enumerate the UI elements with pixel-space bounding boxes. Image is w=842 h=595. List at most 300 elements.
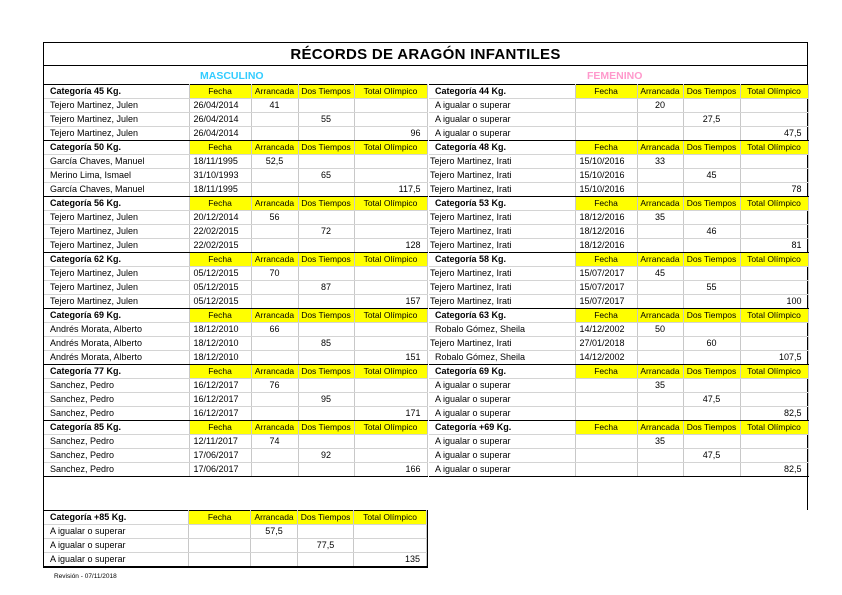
column-header: Fecha (575, 365, 637, 379)
arrancada-value (251, 239, 298, 253)
table-row (44, 281, 427, 295)
athlete-name: Tejero Martinez, Julen (44, 211, 189, 225)
column-header: Total Olímpico (740, 421, 808, 435)
total-value (354, 393, 427, 407)
arrancada-value: 56 (251, 211, 298, 225)
athlete-name: Merino Lima, Ismael (44, 169, 189, 183)
athlete-name: Tejero Martinez, Irati (429, 183, 575, 197)
column-header: Total Olímpico (354, 309, 427, 323)
arrancada-value (637, 113, 683, 127)
table-row (44, 267, 427, 281)
total-value: 96 (354, 127, 427, 141)
athlete-name: A igualar o superar (429, 113, 575, 127)
dos-tiempos-value (683, 127, 740, 141)
column-header: Fecha (189, 85, 251, 99)
arrancada-value (637, 337, 683, 351)
total-value (354, 211, 427, 225)
total-value (740, 267, 808, 281)
athlete-name: Tejero Martinez, Julen (44, 267, 189, 281)
arrancada-value (637, 239, 683, 253)
total-value (354, 113, 427, 127)
total-value (354, 99, 427, 113)
arrancada-value (637, 393, 683, 407)
column-header: Dos Tiempos (298, 365, 354, 379)
table-row (44, 155, 427, 169)
column-header: Total Olímpico (354, 253, 427, 267)
dos-tiempos-value (683, 99, 740, 113)
table-row (44, 99, 427, 113)
athlete-name: Tejero Martinez, Julen (44, 225, 189, 239)
total-value: 100 (740, 295, 808, 309)
arrancada-value: 76 (251, 379, 298, 393)
category-header-row (44, 511, 427, 525)
dos-tiempos-value (683, 183, 740, 197)
total-value (740, 211, 808, 225)
column-header: Fecha (575, 421, 637, 435)
total-value: 78 (740, 183, 808, 197)
total-value (354, 169, 427, 183)
total-value (740, 99, 808, 113)
dos-tiempos-value (298, 239, 354, 253)
total-value: 117,5 (354, 183, 427, 197)
athlete-name: Sanchez, Pedro (44, 463, 189, 477)
total-value (354, 225, 427, 239)
column-header: Dos Tiempos (683, 141, 740, 155)
total-value (740, 337, 808, 351)
athlete-name: Tejero Martinez, Julen (44, 113, 189, 127)
dos-tiempos-value (683, 379, 740, 393)
record-date (575, 393, 637, 407)
column-header: Fecha (189, 197, 251, 211)
category-name: Categoría 53 Kg. (429, 197, 575, 211)
total-value: 82,5 (740, 407, 808, 421)
arrancada-value: 45 (637, 267, 683, 281)
dos-tiempos-value (298, 99, 354, 113)
total-value: 47,5 (740, 127, 808, 141)
dos-tiempos-value: 47,5 (683, 393, 740, 407)
table-row (429, 183, 808, 197)
dos-tiempos-value: 45 (683, 169, 740, 183)
arrancada-value (637, 351, 683, 365)
arrancada-value (637, 295, 683, 309)
column-header: Arrancada (251, 253, 298, 267)
athlete-name: Tejero Martinez, Irati (429, 239, 575, 253)
category-name: Categoría 58 Kg. (429, 253, 575, 267)
dos-tiempos-value (298, 553, 354, 567)
record-date: 14/12/2002 (575, 351, 637, 365)
table-row (429, 323, 808, 337)
arrancada-value (251, 351, 298, 365)
category-header-row (429, 253, 808, 267)
column-header: Fecha (189, 309, 251, 323)
table-row (429, 379, 808, 393)
total-value (740, 155, 808, 169)
dos-tiempos-value: 60 (683, 337, 740, 351)
arrancada-value (637, 183, 683, 197)
total-value: 128 (354, 239, 427, 253)
athlete-name: A igualar o superar (44, 539, 189, 553)
category-name: Categoría 69 Kg. (44, 309, 189, 323)
record-date (189, 553, 251, 567)
column-header: Dos Tiempos (298, 85, 354, 99)
dos-tiempos-value: 55 (683, 281, 740, 295)
total-value (740, 379, 808, 393)
category-name: Categoría 44 Kg. (429, 85, 575, 99)
arrancada-value (637, 281, 683, 295)
arrancada-value (251, 127, 298, 141)
column-header: Fecha (189, 511, 251, 525)
dos-tiempos-value (683, 155, 740, 169)
table-row (44, 463, 427, 477)
dos-tiempos-value (683, 463, 740, 477)
arrancada-value (251, 449, 298, 463)
record-date: 15/10/2016 (575, 169, 637, 183)
revision-note: Revisión - 07/11/2018 (54, 573, 117, 580)
table-row (44, 295, 427, 309)
dos-tiempos-value (298, 295, 354, 309)
record-date: 26/04/2014 (189, 99, 251, 113)
total-value: 171 (354, 407, 427, 421)
column-header: Arrancada (637, 365, 683, 379)
table-row (44, 183, 427, 197)
athlete-name: García Chaves, Manuel (44, 155, 189, 169)
category-name: Categoría 77 Kg. (44, 365, 189, 379)
dos-tiempos-value (298, 407, 354, 421)
column-header: Dos Tiempos (683, 253, 740, 267)
arrancada-value (637, 449, 683, 463)
category-header-row (429, 197, 808, 211)
column-header: Arrancada (637, 253, 683, 267)
column-header: Fecha (189, 141, 251, 155)
arrancada-value (251, 463, 298, 477)
arrancada-value (251, 183, 298, 197)
athlete-name: Tejero Martinez, Irati (429, 337, 575, 351)
column-header: Dos Tiempos (298, 141, 354, 155)
column-header: Total Olímpico (740, 85, 808, 99)
column-header: Total Olímpico (740, 197, 808, 211)
dos-tiempos-value (298, 525, 354, 539)
record-date: 18/12/2016 (575, 211, 637, 225)
table-row (44, 553, 427, 567)
dos-tiempos-value: 47,5 (683, 449, 740, 463)
record-date: 15/07/2017 (575, 295, 637, 309)
total-value (354, 323, 427, 337)
dos-tiempos-value (683, 211, 740, 225)
arrancada-value (637, 407, 683, 421)
record-date: 22/02/2015 (189, 225, 251, 239)
record-date: 14/12/2002 (575, 323, 637, 337)
table-row (429, 267, 808, 281)
masculino-table-plus85 (44, 510, 427, 567)
dos-tiempos-value: 72 (298, 225, 354, 239)
category-header-row (429, 141, 808, 155)
record-date (575, 435, 637, 449)
category-header-row (44, 197, 427, 211)
table-row (44, 211, 427, 225)
arrancada-value (251, 337, 298, 351)
table-row (429, 407, 808, 421)
total-value (354, 379, 427, 393)
column-header: Fecha (189, 421, 251, 435)
arrancada-value: 52,5 (251, 155, 298, 169)
column-header: Dos Tiempos (298, 253, 354, 267)
category-name: Categoría 85 Kg. (44, 421, 189, 435)
total-value: 82,5 (740, 463, 808, 477)
total-value (354, 155, 427, 169)
record-date: 16/12/2017 (189, 393, 251, 407)
total-value (740, 393, 808, 407)
column-header: Fecha (575, 253, 637, 267)
column-header: Dos Tiempos (298, 421, 354, 435)
total-value (354, 539, 427, 553)
table-row (44, 393, 427, 407)
arrancada-value: 66 (251, 323, 298, 337)
total-value: 135 (354, 553, 427, 567)
dos-tiempos-value: 95 (298, 393, 354, 407)
record-date: 18/12/2010 (189, 337, 251, 351)
column-header: Fecha (189, 365, 251, 379)
masculino-table (44, 84, 428, 477)
table-row (429, 463, 808, 477)
column-header: Total Olímpico (740, 365, 808, 379)
athlete-name: A igualar o superar (429, 127, 575, 141)
record-date: 16/12/2017 (189, 379, 251, 393)
athlete-name: Robalo Gómez, Sheila (429, 351, 575, 365)
record-date: 22/02/2015 (189, 239, 251, 253)
athlete-name: Tejero Martinez, Irati (429, 169, 575, 183)
column-header: Arrancada (251, 197, 298, 211)
athlete-name: A igualar o superar (429, 393, 575, 407)
column-header: Total Olímpico (740, 141, 808, 155)
athlete-name: A igualar o superar (429, 407, 575, 421)
total-value (354, 525, 427, 539)
athlete-name: A igualar o superar (429, 379, 575, 393)
dos-tiempos-value (298, 379, 354, 393)
table-row (44, 379, 427, 393)
category-header-row (429, 309, 808, 323)
table-row (429, 169, 808, 183)
arrancada-value (637, 127, 683, 141)
arrancada-value (251, 539, 298, 553)
column-header: Total Olímpico (354, 511, 427, 525)
table-row (44, 435, 427, 449)
column-header: Fecha (575, 309, 637, 323)
athlete-name: A igualar o superar (429, 449, 575, 463)
total-value (740, 225, 808, 239)
dos-tiempos-value: 27,5 (683, 113, 740, 127)
column-header: Dos Tiempos (298, 511, 354, 525)
record-date (575, 407, 637, 421)
column-header: Arrancada (637, 309, 683, 323)
category-header-row (44, 421, 427, 435)
dos-tiempos-value: 46 (683, 225, 740, 239)
total-value (740, 323, 808, 337)
dos-tiempos-value (683, 435, 740, 449)
athlete-name: Andrés Morata, Alberto (44, 337, 189, 351)
table-row (44, 351, 427, 365)
table-row (429, 435, 808, 449)
dos-tiempos-value (298, 463, 354, 477)
column-header: Fecha (575, 85, 637, 99)
athlete-name: Andrés Morata, Alberto (44, 351, 189, 365)
athlete-name: Tejero Martinez, Irati (429, 155, 575, 169)
table-row (429, 99, 808, 113)
record-date (575, 113, 637, 127)
total-value (354, 281, 427, 295)
record-date: 18/11/1995 (189, 183, 251, 197)
dos-tiempos-value (683, 295, 740, 309)
category-name: Categoría +69 Kg. (429, 421, 575, 435)
record-date (189, 525, 251, 539)
category-header-row (44, 141, 427, 155)
column-header: Arrancada (251, 365, 298, 379)
dos-tiempos-value (298, 435, 354, 449)
athlete-name: Sanchez, Pedro (44, 435, 189, 449)
table-row (44, 407, 427, 421)
column-header: Arrancada (251, 309, 298, 323)
dos-tiempos-value: 55 (298, 113, 354, 127)
record-date (189, 539, 251, 553)
total-value (740, 113, 808, 127)
arrancada-value (251, 407, 298, 421)
category-header-row (44, 309, 427, 323)
athlete-name: Sanchez, Pedro (44, 407, 189, 421)
dos-tiempos-value (683, 323, 740, 337)
athlete-name: Sanchez, Pedro (44, 393, 189, 407)
table-row (429, 211, 808, 225)
column-header: Total Olímpico (740, 309, 808, 323)
record-date (575, 127, 637, 141)
total-value (354, 435, 427, 449)
arrancada-value (637, 169, 683, 183)
athlete-name: Tejero Martinez, Irati (429, 225, 575, 239)
column-header: Arrancada (637, 421, 683, 435)
column-header: Arrancada (251, 85, 298, 99)
category-header-row (429, 421, 808, 435)
arrancada-value: 35 (637, 435, 683, 449)
dos-tiempos-value: 92 (298, 449, 354, 463)
athlete-name: A igualar o superar (44, 553, 189, 567)
athlete-name: Tejero Martinez, Irati (429, 295, 575, 309)
athlete-name: Tejero Martinez, Julen (44, 239, 189, 253)
category-name: Categoría 63 Kg. (429, 309, 575, 323)
table-row (429, 295, 808, 309)
category-name: Categoría 48 Kg. (429, 141, 575, 155)
column-header: Dos Tiempos (683, 309, 740, 323)
column-header: Dos Tiempos (683, 365, 740, 379)
arrancada-value: 57,5 (251, 525, 298, 539)
category-header-row (44, 85, 427, 99)
arrancada-value: 50 (637, 323, 683, 337)
column-header: Total Olímpico (354, 421, 427, 435)
arrancada-value (251, 553, 298, 567)
column-header: Arrancada (637, 197, 683, 211)
dos-tiempos-value (298, 155, 354, 169)
table-row (429, 239, 808, 253)
femenino-label: FEMENINO (587, 70, 643, 82)
athlete-name: A igualar o superar (429, 463, 575, 477)
total-value (740, 169, 808, 183)
record-date: 18/12/2016 (575, 239, 637, 253)
table-row (44, 127, 427, 141)
athlete-name: A igualar o superar (44, 525, 189, 539)
total-value: 157 (354, 295, 427, 309)
column-header: Total Olímpico (354, 141, 427, 155)
table-row (44, 323, 427, 337)
column-header: Arrancada (637, 85, 683, 99)
table-row (44, 113, 427, 127)
arrancada-value (637, 463, 683, 477)
column-header: Arrancada (251, 141, 298, 155)
arrancada-value (251, 225, 298, 239)
arrancada-value (251, 393, 298, 407)
dos-tiempos-value (298, 351, 354, 365)
record-date: 15/10/2016 (575, 183, 637, 197)
record-date: 18/12/2010 (189, 323, 251, 337)
column-header: Dos Tiempos (298, 197, 354, 211)
masculino-section (44, 66, 429, 477)
category-header-row (44, 253, 427, 267)
dos-tiempos-value: 77,5 (298, 539, 354, 553)
record-date: 12/11/2017 (189, 435, 251, 449)
athlete-name: Andrés Morata, Alberto (44, 323, 189, 337)
athlete-name: Tejero Martinez, Irati (429, 211, 575, 225)
masculino-extra-category (43, 510, 428, 568)
column-header: Dos Tiempos (683, 85, 740, 99)
dos-tiempos-value (298, 183, 354, 197)
athlete-name: Sanchez, Pedro (44, 379, 189, 393)
column-header: Dos Tiempos (683, 197, 740, 211)
table-row (44, 525, 427, 539)
total-value (354, 449, 427, 463)
table-row (429, 449, 808, 463)
arrancada-value: 33 (637, 155, 683, 169)
arrancada-value: 74 (251, 435, 298, 449)
category-header-row (44, 365, 427, 379)
record-date: 05/12/2015 (189, 281, 251, 295)
record-date: 26/04/2014 (189, 113, 251, 127)
column-header: Dos Tiempos (298, 309, 354, 323)
record-date: 20/12/2014 (189, 211, 251, 225)
record-date: 15/10/2016 (575, 155, 637, 169)
arrancada-value (637, 225, 683, 239)
dos-tiempos-value: 87 (298, 281, 354, 295)
dos-tiempos-value (298, 323, 354, 337)
records-sheet (43, 42, 808, 564)
category-name: Categoría 69 Kg. (429, 365, 575, 379)
category-name: Categoría +85 Kg. (44, 511, 189, 525)
dos-tiempos-value (683, 351, 740, 365)
femenino-table (429, 84, 809, 477)
arrancada-value (251, 281, 298, 295)
table-row (44, 225, 427, 239)
record-date: 18/11/1995 (189, 155, 251, 169)
arrancada-value: 41 (251, 99, 298, 113)
category-header-row (429, 365, 808, 379)
arrancada-value: 70 (251, 267, 298, 281)
arrancada-value (251, 169, 298, 183)
category-header-row (429, 85, 808, 99)
masculino-label: MASCULINO (200, 70, 264, 82)
dos-tiempos-value: 85 (298, 337, 354, 351)
record-date: 15/07/2017 (575, 267, 637, 281)
column-header: Arrancada (251, 511, 298, 525)
dos-tiempos-value (683, 407, 740, 421)
record-date: 16/12/2017 (189, 407, 251, 421)
athlete-name: A igualar o superar (429, 99, 575, 113)
femenino-section (429, 66, 809, 477)
record-date: 17/06/2017 (189, 449, 251, 463)
